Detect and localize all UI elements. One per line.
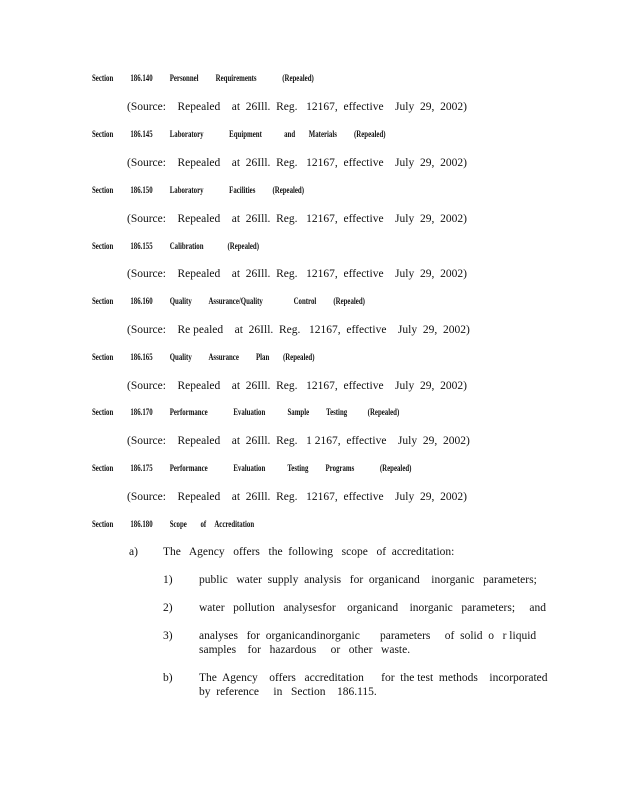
subitem-2-marker: 2) [163, 602, 173, 614]
subitem-1-marker: 1) [163, 574, 173, 586]
subitem-3-text-line1: analyses for organicandinorganic parameters of solid o r liquid [199, 630, 537, 642]
section-heading-186-145: Section 186.145 Laboratory Equipment and Materials (Repealed) [92, 130, 386, 140]
source-note: (Source: Repealed at 26Ill. Reg. 12167, effective July 29, 2002) [127, 268, 467, 280]
item-b-marker: b) [163, 672, 173, 684]
section-heading-186-175: Section 186.175 Performance Evaluation Testing Programs (Repealed) [92, 464, 412, 474]
subitem-3-marker: 3) [163, 630, 173, 642]
source-note: (Source: Repealed at 26Ill. Reg. 12167, effective July 29, 2002) [127, 101, 467, 113]
item-b-text-line2: by reference in Section 186.115. [199, 686, 377, 698]
item-a-marker: a) [129, 546, 138, 558]
section-heading-186-170: Section 186.170 Performance Evaluation Sample Testing (Repealed) [92, 408, 400, 418]
section-heading-186-150: Section 186.150 Laboratory Facilities (Repealed) [92, 186, 305, 196]
source-note: (Source: Repealed at 26Ill. Reg. 12167, effective July 29, 2002) [127, 491, 467, 503]
section-heading-186-165: Section 186.165 Quality Assurance Plan (Repealed) [92, 353, 315, 363]
subitem-1-text: public water supply analysis for organicand inorganic parameters; [199, 574, 537, 586]
source-note: (Source: Repealed at 26Ill. Reg. 12167, effective July 29, 2002) [127, 157, 467, 169]
source-note: (Source: Re pealed at 26Ill. Reg. 12167, effective July 29, 2002) [127, 324, 470, 336]
subitem-3-text-line2: samples for hazardous or other waste. [199, 644, 411, 656]
source-note: (Source: Repealed at 26Ill. Reg. 12167, effective July 29, 2002) [127, 213, 467, 225]
subitem-2-text: water pollution analysesfor organicand inorganic parameters; and [199, 602, 547, 614]
section-heading-186-180: Section 186.180 Scope of Accreditation [92, 520, 255, 530]
source-note: (Source: Repealed at 26Ill. Reg. 12167, effective July 29, 2002) [127, 380, 467, 392]
source-note: (Source: Repealed at 26Ill. Reg. 1 2167, effective July 29, 2002) [127, 435, 470, 447]
item-a-text: The Agency offers the following scope of accreditation: [163, 546, 455, 558]
section-heading-186-140: Section 186.140 Personnel Requirements (Repealed) [92, 74, 314, 84]
section-heading-186-160: Section 186.160 Quality Assurance/Quality Control (Repealed) [92, 297, 365, 307]
section-heading-186-155: Section 186.155 Calibration (Repealed) [92, 242, 260, 252]
item-b-text-line1: The Agency offers accreditation for the test methods incorporated [199, 672, 548, 684]
